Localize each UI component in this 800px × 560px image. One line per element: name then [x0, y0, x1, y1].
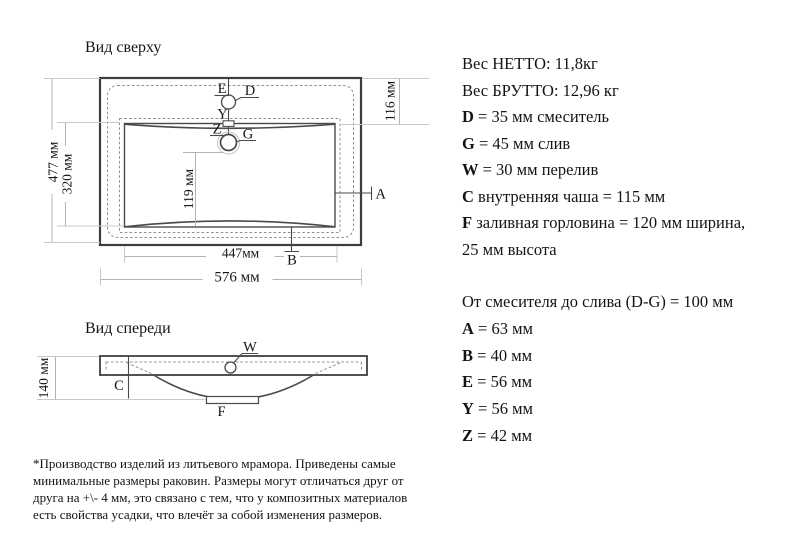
spec-f-cont	[462, 237, 745, 264]
label-c: C	[114, 378, 124, 394]
spec-text: От смесителя до слива (D-G) = 100 мм	[462, 292, 734, 311]
dim-320: 320 мм	[59, 153, 75, 195]
filler-neck-f	[207, 397, 259, 404]
spec-text: = 63 мм	[478, 318, 533, 338]
spec-a	[462, 316, 733, 343]
footnote-line: есть свойства усадки, что влечёт за собой изменения размеров.	[33, 507, 383, 522]
label-a: A	[375, 186, 386, 203]
spec-net-weight	[462, 51, 745, 78]
spec-key: B	[462, 345, 474, 365]
front-view-drawing	[36, 320, 367, 420]
footnote-line: *Производство изделий из литьевого мрамора. Приведены самые	[33, 456, 396, 471]
dim-116: 116 мм	[382, 80, 398, 122]
spec-dg-distance	[462, 289, 733, 316]
front-view-title: Вид спереди	[85, 320, 171, 337]
bowl-curve-front	[154, 375, 314, 399]
spec-key: W	[462, 160, 479, 179]
spec-text: заливная горловина = 120 мм ширина,	[476, 213, 746, 232]
spec-f	[462, 210, 745, 237]
top-view-drawing	[44, 39, 429, 286]
spec-c	[462, 184, 745, 211]
spec-w	[462, 157, 745, 184]
overflow-hole-w	[225, 362, 236, 373]
label-d: D	[244, 83, 256, 99]
spec-text: = 45 мм слив	[478, 133, 571, 153]
spec-b	[462, 343, 733, 370]
label-e: E	[217, 81, 227, 97]
spec-key: G	[462, 133, 475, 153]
drain-hole-g	[221, 135, 237, 151]
dim-447: 447мм	[221, 245, 260, 261]
dim-576: 576 мм	[214, 269, 260, 286]
footnote	[33, 455, 407, 523]
spec-key: C	[462, 186, 474, 206]
spec-key: E	[462, 372, 474, 392]
spec-list-secondary	[462, 289, 733, 450]
spec-key: Y	[462, 399, 474, 419]
spec-key: D	[462, 107, 474, 126]
label-z: Z	[212, 121, 222, 138]
spec-text: = 30 мм перелив	[482, 160, 599, 179]
spec-e	[462, 369, 733, 396]
spec-text: внутренняя чаша = 115 мм	[478, 186, 666, 206]
spec-text: Вес НЕТТО: 11,8кг	[462, 54, 598, 73]
dim-477: 477 мм	[45, 141, 61, 183]
spec-list-primary	[462, 51, 745, 263]
spec-gross-weight	[462, 78, 745, 105]
technical-drawing	[0, 0, 450, 430]
spec-key: Z	[462, 425, 474, 445]
label-y: Y	[217, 106, 228, 123]
spec-d	[462, 104, 745, 131]
spec-text: = 56 мм	[477, 372, 533, 392]
label-w: W	[243, 339, 257, 356]
spec-key: A	[462, 318, 474, 338]
spec-text: = 40 мм	[477, 345, 533, 365]
top-view-title: Вид сверху	[85, 39, 162, 56]
label-b: B	[287, 252, 297, 269]
spec-text: = 56 мм	[478, 399, 533, 419]
spec-y	[462, 396, 733, 423]
spec-text: = 42 мм	[477, 425, 533, 445]
spec-text: = 35 мм смеситель	[478, 107, 610, 126]
footnote-line: друга на +\- 4 мм, это связано с тем, что у композитных материалов	[33, 490, 408, 505]
spec-g	[462, 131, 745, 158]
dim-119: 119 мм	[181, 168, 196, 210]
footnote-line: минимальные размеры раковин. Размеры могут отличаться друг от	[33, 473, 404, 488]
label-g: G	[242, 126, 254, 143]
dim-140: 140 мм	[36, 357, 51, 399]
spec-text: 25 мм высота	[462, 239, 557, 259]
label-f: F	[217, 404, 226, 420]
spec-z	[462, 423, 733, 450]
spec-key: F	[462, 213, 473, 232]
spec-text: Вес БРУТТО: 12,96 кг	[462, 80, 619, 100]
